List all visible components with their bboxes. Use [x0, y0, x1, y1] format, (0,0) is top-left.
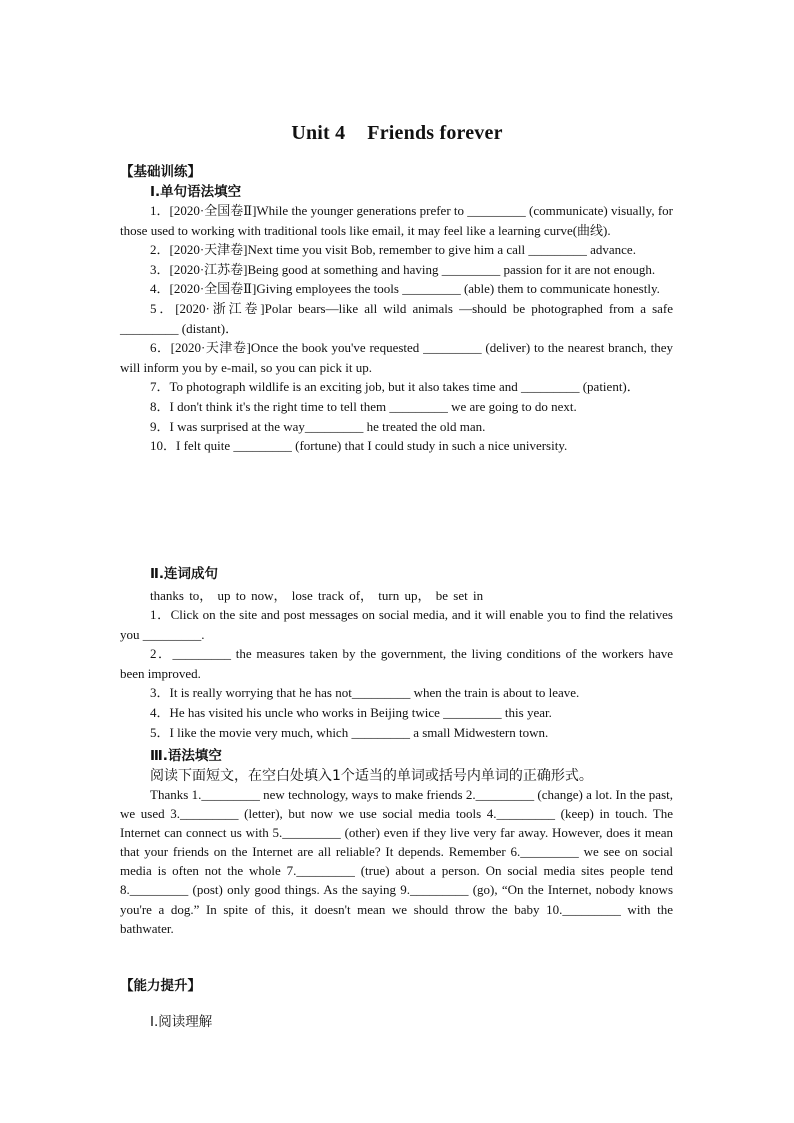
- part-label-cloze: Ⅲ.语法填空: [150, 748, 222, 764]
- part-label-reading: Ⅰ.阅读理解: [150, 1014, 213, 1030]
- unit-number: Unit 4: [291, 122, 346, 144]
- part-label-phrases: Ⅱ.连词成句: [150, 566, 219, 582]
- question-item: 1．Click on the site and post messages on social media, and it will enable you to find the relatives you _________.: [120, 607, 673, 642]
- question-item: 5．I like the movie very much, which _________ a small Midwestern town.: [150, 724, 549, 740]
- question-item: 3．It is really worrying that he has not_________ when the train is about to leave.: [150, 685, 580, 701]
- question-item: 1．[2020·全国卷Ⅱ]While the younger generations prefer to _________ (communicate) visually, for those used to working with traditional tools like email, it may feel like a learning curve(曲线).: [120, 203, 673, 238]
- cloze-instruction: 阅读下面短文，在空白处填入1个适当的单词或括号内单词的正确形式。: [150, 768, 593, 784]
- question-item: 10．I felt quite _________ (fortune) that I could study in such a nice university.: [150, 438, 568, 454]
- question-item: 7．To photograph wildlife is an exciting job, but it also takes time and _________ (patient)．: [150, 379, 640, 395]
- grammar-fill-questions: [120, 201, 673, 456]
- question-item: 8．I don't think it's the right time to tell them _________ we are going to do next.: [150, 398, 577, 414]
- part-label-grammar-fill: Ⅰ.单句语法填空: [150, 184, 242, 200]
- phrase-questions: [120, 605, 673, 742]
- question-item: 4．[2020·全国卷Ⅱ]Giving employees the tools _________ (able) them to communicate honestly.: [150, 281, 660, 297]
- section-heading-advanced: 【能力提升】: [120, 978, 201, 994]
- phrase-bank: thanks to， up to now， lose track of， turn up， be set in: [150, 588, 484, 603]
- section-heading-basic: 【基础训练】: [120, 164, 201, 180]
- question-item: 3．[2020·江苏卷]Being good at something and having _________ passion for it are not enough.: [150, 261, 656, 277]
- unit-name: Friends forever: [367, 122, 503, 144]
- page-title: [0, 122, 794, 145]
- cloze-passage: Thanks 1._________ new technology, ways to make friends 2._________ (change) a lot. In the past, we used 3._________ (letter), but now we use social media tools 4._________ (keep) in touch. The Internet can connect us with 5._________ (other) even if they live very far away. However, does it mean that your friends on the Internet are all reliable? It depends. Remember 6._________ we see on social media is often not the whole 7._________ (true) about a person. On social media sites people tend 8._________ (post) only good things. As the saying 9._________ (go), “On the Internet, nobody knows you're a dog.” In spite of this, it doesn't mean we should throw the baby 10._________ with the bathwater.: [120, 787, 673, 936]
- question-item: 6．[2020·天津卷]Once the book you've requested _________ (deliver) to the nearest branch, they will inform you by e-mail, so you can pick it up.: [120, 340, 673, 375]
- question-item: 5．[2020·浙江卷]Polar bears—like all wild animals —should be photographed from a safe _________ (distant)．: [120, 300, 673, 336]
- question-item: 2．[2020·天津卷]Next time you visit Bob, remember to give him a call _________ advance.: [150, 242, 636, 258]
- question-item: 9．I was surprised at the way_________ he treated the old man.: [150, 418, 486, 434]
- question-item: 2．_________ the measures taken by the government, the living conditions of the workers have been improved.: [120, 646, 673, 681]
- question-item: 4．He has visited his uncle who works in Beijing twice _________ this year.: [150, 704, 552, 720]
